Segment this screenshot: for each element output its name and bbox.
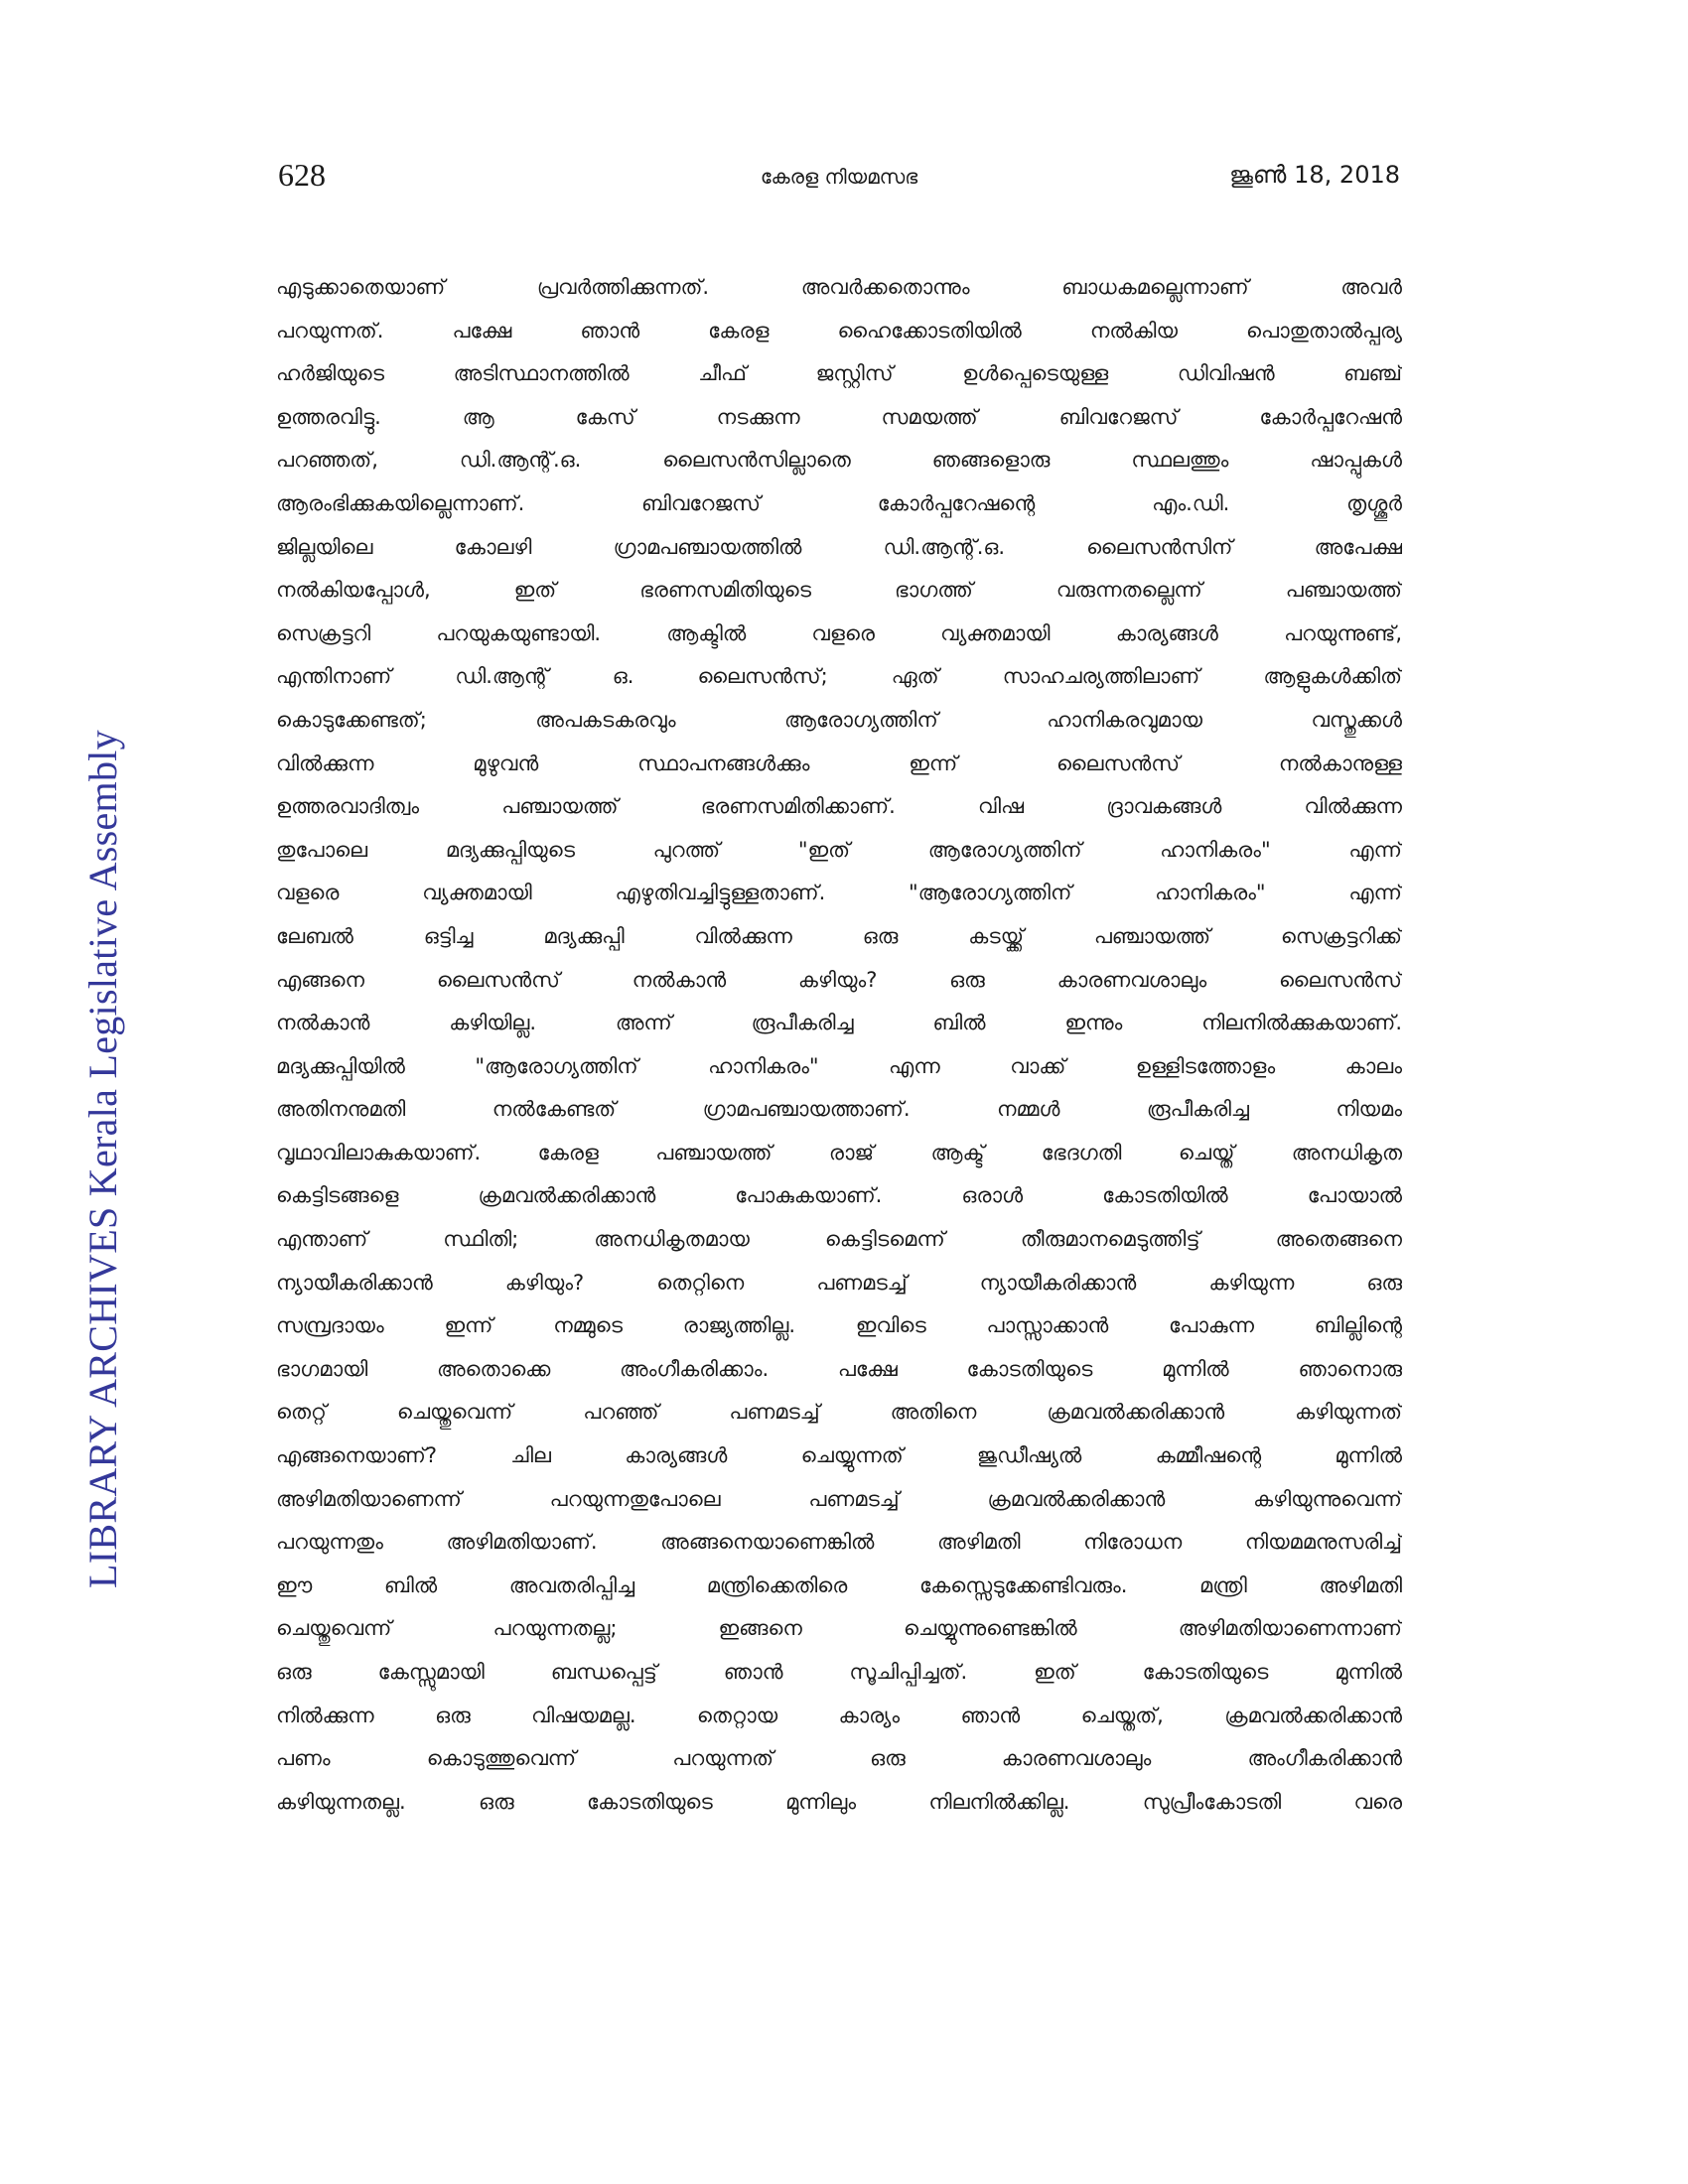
running-title: കേരള നിയമസഭ [760,165,918,189]
body-line: എന്തിനാണ് ഡി.ആന്റ് ഒ. ലൈസൻസ്; ഏത് സാഹചര്യത്തിലാണ് ആളുകൾക്കിത് [276,664,1402,689]
body-line: ഉത്തരവിട്ടു. ആ കേസ് നടക്കുന്ന സമയത്ത് ബിവറേജസ് കോർപ്പറേഷൻ [276,404,1402,429]
body-line: പണം കൊടുത്തുവെന്ന് പറയുന്നത് ഒരു കാരണവശാലും അംഗീകരിക്കാൻ [276,1746,1402,1771]
body-line: കെട്ടിടങ്ങളെ ക്രമവൽക്കരിക്കാൻ പോകുകയാണ്. ഒരാൾ കോടതിയിൽ പോയാൽ [276,1183,1402,1208]
body-line: ലേബൽ ഒട്ടിച്ച മദ്യക്കുപ്പി വിൽക്കുന്ന ഒരു കടയ്ക്ക് പഞ്ചായത്ത് സെക്രട്ടറിക്ക് [276,923,1402,948]
page-number: 628 [278,157,326,193]
watermark-text: LIBRARY ARCHIVES Kerala Legislative Assembly [80,730,125,1588]
body-line: സമ്പ്രദായം ഇന്ന് നമ്മുടെ രാജ്യത്തില്ല. ഇവിടെ പാസ്സാക്കാൻ പോകുന്ന ബില്ലിന്റെ [276,1313,1402,1338]
body-line: വിൽക്കുന്ന മുഴുവൻ സ്ഥാപനങ്ങൾക്കും ഇന്ന് ലൈസൻസ് നൽകാനുള്ള [276,751,1402,775]
body-line: അതിനനുമതി നൽകേണ്ടത് ഗ്രാമപഞ്ചായത്താണ്. നമ്മൾ രൂപീകരിച്ച നിയമം [276,1097,1402,1122]
body-line: കൊടുക്കേണ്ടത്; അപകടകരവും ആരോഗ്യത്തിന് ഹാനികരവുമായ വസ്തുക്കൾ [276,707,1402,732]
body-line: പറയുന്നത്. പക്ഷേ ഞാൻ കേരള ഹൈക്കോടതിയിൽ നൽകിയ പൊതുതാൽപ്പര്യ [276,318,1402,342]
body-line: എന്താണ് സ്ഥിതി; അനധികൃതമായ കെട്ടിടമെന്ന് തീരുമാനമെടുത്തിട്ട് അതെങ്ങനെ [276,1227,1402,1252]
body-line: ഉത്തരവാദിത്വം പഞ്ചായത്ത് ഭരണസമിതിക്കാണ്. വിഷ ദ്രാവകങ്ങൾ വിൽക്കുന്ന [276,794,1402,819]
body-line: ഈ ബിൽ അവതരിപ്പിച്ച മന്ത്രിക്കെതിരെ കേസ്സെടുക്കേണ്ടിവരും. മന്ത്രി അഴിമതി [276,1572,1402,1597]
body-line: മദ്യക്കുപ്പിയിൽ "ആരോഗ്യത്തിന് ഹാനികരം" എന്ന വാക്ക് ഉള്ളിടത്തോളം കാലം [276,1053,1402,1078]
body-line: വൃഥാവിലാകുകയാണ്. കേരള പഞ്ചായത്ത് രാജ് ആക്ട് ഭേദഗതി ചെയ്ത് അനധികൃത [276,1140,1402,1164]
body-line: തെറ്റ് ചെയ്തുവെന്ന് പറഞ്ഞ് പണമടച്ച് അതിനെ ക്രമവൽക്കരിക്കാൻ കഴിയുന്നത് [276,1400,1402,1425]
body-line: ഒരു കേസ്സുമായി ബന്ധപ്പെട്ട് ഞാൻ സൂചിപ്പിച്ചത്. ഇത് കോടതിയുടെ മുന്നിൽ [276,1660,1402,1684]
body-line: ചെയ്തുവെന്ന് പറയുന്നതല്ല; ഇങ്ങനെ ചെയ്യുന്നുണ്ടെങ്കിൽ അഴിമതിയാണെന്നാണ് [276,1616,1402,1641]
body-line: തുപോലെ മദ്യക്കുപ്പിയുടെ പുറത്ത് "ഇത് ആരോഗ്യത്തിന് ഹാനികരം" എന്ന് [276,837,1402,862]
body-line: എങ്ങനെ ലൈസൻസ് നൽകാൻ കഴിയും? ഒരു കാരണവശാലും ലൈസൻസ് [276,967,1402,992]
body-line: കഴിയുന്നതല്ല. ഒരു കോടതിയുടെ മുന്നിലും നിലനിൽക്കില്ല. സുപ്രീംകോടതി വരെ [276,1789,1402,1814]
body-line: സെക്രട്ടറി പറയുകയുണ്ടായി. ആക്ടിൽ വളരെ വ്യക്തമായി കാര്യങ്ങൾ പറയുന്നുണ്ട്, [276,620,1402,645]
body-line: ഹർജിയുടെ അടിസ്ഥാനത്തിൽ ചീഫ് ജസ്റ്റിസ് ഉൾപ്പെടെയുള്ള ഡിവിഷൻ ബഞ്ച് [276,361,1402,386]
body-line: നൽകിയപ്പോൾ, ഇത് ഭരണസമിതിയുടെ ഭാഗത്ത് വരുന്നതല്ലെന്ന് പഞ്ചായത്ത് [276,578,1402,603]
body-line: അഴിമതിയാണെന്ന് പറയുന്നതുപോലെ പണമടച്ച് ക്രമവൽക്കരിക്കാൻ കഴിയുന്നുവെന്ന് [276,1486,1402,1511]
body-line: എടുക്കാതെയാണ് പ്രവർത്തിക്കുന്നത്. അവർക്കതൊന്നും ബാധകമല്ലെന്നാണ് അവർ [276,275,1402,299]
body-line: പറഞ്ഞത്, ഡി.ആന്റ്.ഒ. ലൈസൻസില്ലാതെ ഞങ്ങളൊരു സ്ഥലത്തും ഷാപ്പുകൾ [276,448,1402,473]
body-line: ന്യായീകരിക്കാൻ കഴിയും? തെറ്റിനെ പണമടച്ച് ന്യായീകരിക്കാൻ കഴിയുന്ന ഒരു [276,1270,1402,1295]
page-header [278,149,1400,199]
header-date: ജൂൺ 18, 2018 [1229,161,1400,189]
body-line: ഭാഗമായി അതൊക്കെ അംഗീകരിക്കാം. പക്ഷേ കോടതിയുടെ മുന്നിൽ ഞാനൊരു [276,1356,1402,1381]
body-line: എങ്ങനെയാണ്? ചില കാര്യങ്ങൾ ചെയ്യുന്നത് ജുഡീഷ്യൽ കമ്മീഷന്റെ മുന്നിൽ [276,1443,1402,1468]
body-text [276,266,1402,1824]
body-line: ജില്ലയിലെ കോലഴി ഗ്രാമപഞ്ചായത്തിൽ ഡി.ആന്റ്.ഒ. ലൈസൻസിന് അപേക്ഷ [276,534,1402,559]
body-line: പറയുന്നതും അഴിമതിയാണ്. അങ്ങനെയാണെങ്കിൽ അഴിമതി നിരോധന നിയമമനുസരിച്ച് [276,1530,1402,1555]
body-line: ആരംഭിക്കുകയില്ലെന്നാണ്. ബിവറേജസ് കോർപ്പറേഷന്റെ എം.ഡി. തൃശ്ശൂർ [276,490,1402,515]
body-line: നിൽക്കുന്ന ഒരു വിഷയമല്ല. തെറ്റായ കാര്യം ഞാൻ ചെയ്തത്, ക്രമവൽക്കരിക്കാൻ [276,1703,1402,1727]
body-line: വളരെ വ്യക്തമായി എഴുതിവച്ചിട്ടുള്ളതാണ്. "ആരോഗ്യത്തിന് ഹാനികരം" എന്ന് [276,881,1402,905]
body-line: നൽകാൻ കഴിയില്ല. അന്ന് രൂപീകരിച്ച ബിൽ ഇന്നും നിലനിൽക്കുകയാണ്. [276,1011,1402,1035]
